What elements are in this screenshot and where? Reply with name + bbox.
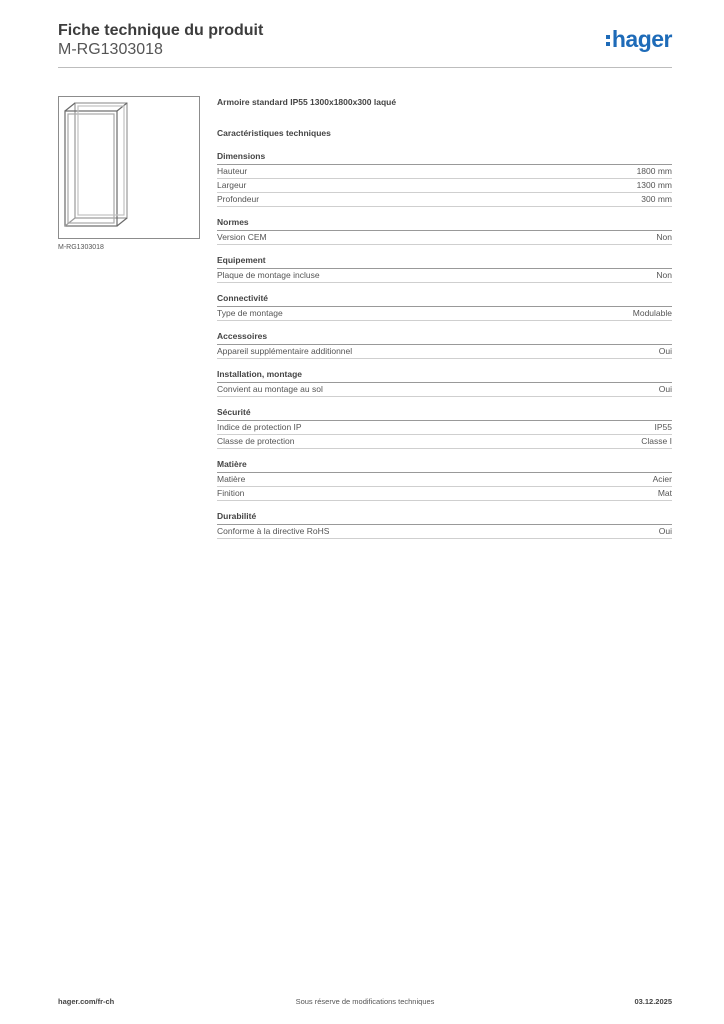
spec-group — [217, 217, 672, 245]
spec-value: Oui — [658, 384, 672, 394]
spec-value: Non — [656, 232, 672, 242]
spec-label: Conforme à la directive RoHS — [217, 526, 330, 536]
spec-label: Profondeur — [217, 194, 260, 204]
spec-group-title: Connectivité — [217, 293, 672, 307]
spec-row — [217, 231, 672, 245]
spec-label: Version CEM — [217, 232, 267, 242]
logo-text: hager — [611, 26, 672, 52]
spec-group — [217, 407, 672, 449]
spec-label: Largeur — [217, 180, 247, 190]
spec-group-title: Dimensions — [217, 151, 672, 165]
spec-value: Modulable — [632, 308, 672, 318]
spec-row — [217, 383, 672, 397]
footer-notice: Sous réserve de modifications techniques — [295, 997, 435, 1006]
spec-row — [217, 487, 672, 501]
spec-group-title: Installation, montage — [217, 369, 672, 383]
spec-value: 1800 mm — [636, 166, 672, 176]
spec-label: Matière — [217, 474, 246, 484]
spec-row — [217, 307, 672, 321]
spec-value: Classe I — [641, 436, 672, 446]
spec-group — [217, 293, 672, 321]
footer-date: 03.12.2025 — [634, 997, 672, 1006]
spec-group — [217, 151, 672, 207]
spec-label: Plaque de montage incluse — [217, 270, 320, 280]
spec-value: Oui — [658, 346, 672, 356]
spec-value: Non — [656, 270, 672, 280]
image-caption: M-RG1303018 — [58, 244, 104, 251]
spec-value: Mat — [657, 488, 672, 498]
spec-content — [217, 96, 672, 539]
spec-group — [217, 459, 672, 501]
spec-value: Oui — [658, 526, 672, 536]
product-name: Armoire standard IP55 1300x1800x300 laqué — [217, 97, 397, 107]
spec-group — [217, 369, 672, 397]
specifications-heading: Caractéristiques techniques — [217, 128, 331, 138]
spec-row — [217, 421, 672, 435]
logo-dots-icon — [606, 35, 610, 46]
spec-row — [217, 179, 672, 193]
spec-label: Convient au montage au sol — [217, 384, 323, 394]
product-reference: M-RG1303018 — [58, 41, 163, 58]
spec-label: Classe de protection — [217, 436, 295, 446]
spec-value: Acier — [652, 474, 672, 484]
spec-group-title: Normes — [217, 217, 672, 231]
spec-label: Appareil supplémentaire additionnel — [217, 346, 353, 356]
spec-row — [217, 435, 672, 449]
document-title: Fiche technique du produit — [58, 22, 264, 39]
spec-row — [217, 193, 672, 207]
spec-group-title: Durabilité — [217, 511, 672, 525]
page-footer — [58, 997, 672, 1011]
footer-website: hager.com/fr-ch — [58, 997, 115, 1006]
header-divider — [58, 67, 672, 68]
cabinet-frame-icon — [59, 97, 199, 238]
spec-value: 1300 mm — [636, 180, 672, 190]
spec-row — [217, 473, 672, 487]
spec-group-title: Accessoires — [217, 331, 672, 345]
hager-logo — [606, 26, 672, 52]
spec-label: Finition — [217, 488, 245, 498]
spec-value: IP55 — [654, 422, 672, 432]
spec-group-title: Matière — [217, 459, 672, 473]
spec-row — [217, 165, 672, 179]
spec-group-title: Sécurité — [217, 407, 672, 421]
spec-row — [217, 525, 672, 539]
spec-value: 300 mm — [641, 194, 672, 204]
page-header — [58, 22, 672, 68]
spec-label: Type de montage — [217, 308, 283, 318]
spec-group — [217, 511, 672, 539]
product-image — [58, 96, 200, 239]
spec-group — [217, 331, 672, 359]
spec-row — [217, 345, 672, 359]
spec-label: Hauteur — [217, 166, 248, 176]
spec-row — [217, 269, 672, 283]
spec-label: Indice de protection IP — [217, 422, 302, 432]
spec-group-title: Equipement — [217, 255, 672, 269]
spec-group — [217, 255, 672, 283]
spec-groups — [217, 151, 672, 539]
